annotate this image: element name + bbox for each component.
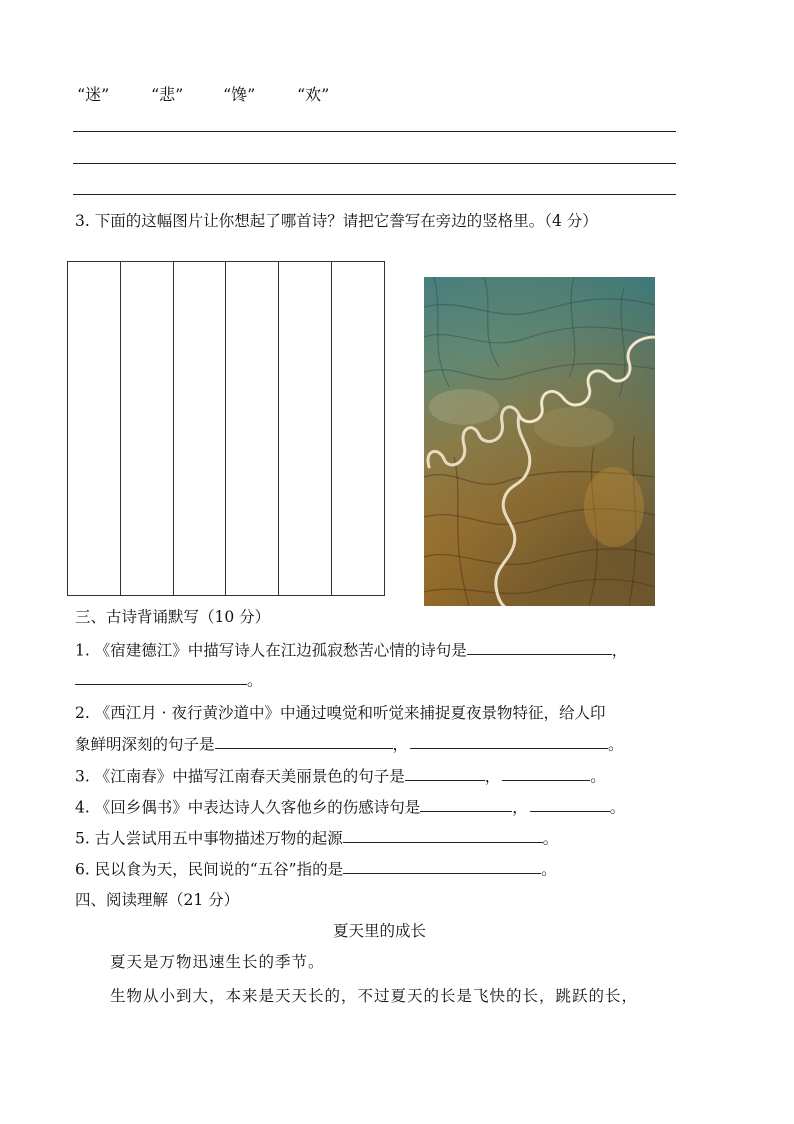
answer-line-1[interactable]	[73, 131, 676, 132]
s3-q1-blank-2[interactable]	[75, 668, 247, 685]
grid-column[interactable]	[121, 262, 174, 595]
s3-q3-blank-1[interactable]	[405, 764, 485, 781]
s3-q4-text: 4. 《回乡偶书》中表达诗人久客他乡的伤感诗句是	[75, 798, 421, 817]
comma: ，	[512, 798, 528, 817]
s3-q3-blank-2[interactable]	[502, 764, 590, 781]
question-3-prompt: 3. 下面的这幅图片让你想起了哪首诗？请把它誊写在旁边的竖格里。（4 分）	[75, 212, 598, 230]
period: 。	[541, 860, 557, 879]
passage-paragraph-1: 夏天是万物迅速生长的季节。	[110, 953, 325, 971]
comma: ，	[392, 735, 409, 754]
word-mi: “迷”	[77, 85, 110, 104]
s3-question-4	[75, 795, 625, 817]
comma: ，	[484, 767, 501, 786]
period: 。	[609, 798, 626, 817]
passage-title: 夏天里的成长	[333, 922, 427, 940]
s3-q4-blank-1[interactable]	[420, 795, 512, 812]
s3-q1-text: 1. 《宿建德江》中描写诗人在江边孤寂愁苦心情的诗句是	[75, 641, 467, 660]
section-3-heading: 三、古诗背诵默写（10 分）	[75, 608, 271, 626]
period: 。	[590, 767, 606, 786]
period: 。	[247, 671, 263, 690]
period: 。	[542, 829, 559, 848]
grid-column[interactable]	[68, 262, 121, 595]
canyon-river-photo	[424, 277, 655, 606]
passage-paragraph-2: 生物从小到大，本来是天天长的，不过夏天的长是飞快的长，跳跃的长，	[110, 987, 639, 1005]
s3-q5-blank[interactable]	[343, 826, 543, 843]
grid-column[interactable]	[226, 262, 279, 595]
s3-q2-blank-1[interactable]	[215, 732, 393, 749]
s3-question-5	[75, 826, 558, 848]
word-bei: “悲”	[151, 85, 184, 104]
s3-question-3	[75, 764, 606, 786]
word-chan: “馋”	[223, 85, 256, 104]
grid-column[interactable]	[332, 262, 384, 595]
s3-q6-blank[interactable]	[343, 857, 541, 874]
answer-line-3[interactable]	[73, 194, 676, 195]
vertical-writing-grid[interactable]	[67, 261, 385, 596]
s3-q4-blank-2[interactable]	[530, 795, 610, 812]
answer-line-2[interactable]	[73, 163, 676, 164]
s3-question-1-cont	[75, 668, 263, 690]
s3-question-1	[75, 638, 627, 660]
s3-question-6	[75, 857, 557, 879]
s3-q6-text: 6. 民以食为天，民间说的“五谷”指的是	[75, 860, 344, 879]
period: 。	[608, 735, 624, 754]
s3-q2-blank-2[interactable]	[410, 732, 608, 749]
comma: ，	[611, 641, 628, 660]
word-huan: “欢”	[297, 85, 330, 104]
s3-q3-text: 3. 《江南春》中描写江南春天美丽景色的句子是	[75, 767, 405, 786]
grid-column[interactable]	[279, 262, 332, 595]
grid-column[interactable]	[174, 262, 227, 595]
s3-q1-blank-1[interactable]	[467, 638, 612, 655]
s3-question-2-cont	[75, 732, 624, 754]
s3-question-2: 2. 《西江月 · 夜行黄沙道中》中通过嗅觉和听觉来捕捉夏夜景物特征，给人印	[75, 704, 606, 722]
s3-q2-text: 象鲜明深刻的句子是	[75, 735, 215, 754]
s3-q5-text: 5. 古人尝试用五中事物描述万物的起源	[75, 829, 343, 848]
section-4-heading: 四、阅读理解（21 分）	[75, 891, 240, 909]
